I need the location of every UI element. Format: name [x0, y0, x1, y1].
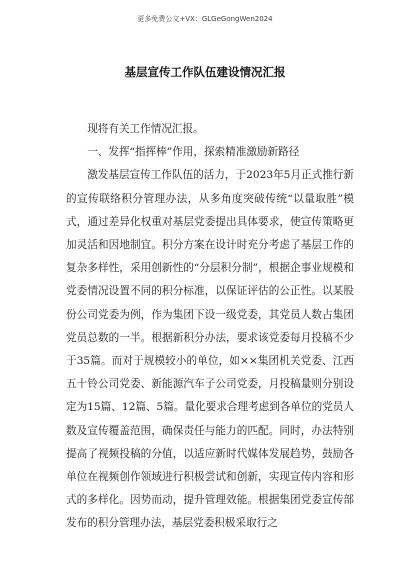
- header-watermark: 更多免费公文+VX：GLGeGongWen2024: [137, 15, 273, 23]
- paragraph-intro: 现将有关工作情况汇报。: [87, 123, 204, 135]
- section-heading: 一、发挥“指挥棒”作用，探索精准激励新路径: [87, 146, 300, 159]
- paragraph-body: 激发基层宣传工作队伍的活力，于2023年5月正式推行新的宣传联络积分管理办法，从多角度突破传统“以量取胜”模式，通过差异化权重对基层党委提出具体要求，使宣传策略更加灵活和因地制宜。积分方案在设计时充分考虑了基层工作的复杂多样性，采用创新性的“分层积分制”，根据企事业规模和党委情况设置不同的积分标准，以保证评估的公正性。以某股份公司党委为例，作为集团下设一级党委，其党员人数占集团党员总数的一半。根据新积分办法，要求该党委每月投稿不少于35篇。而对于规模较小的单位，如××集团机关党委、江西五十铃公司党委、新能源汽车子公司党委，月投稿量则分别设定为15篇、12篇、5篇。量化要求合理考虑到各单位的党员人数及宣传覆盖范围，确保责任与能力的匹配。同时，办法特别提高了视频投稿的分值，以适应新时代媒体发展趋势，鼓励各单位在视频创作领域进行积极尝试和创新，实现宣传内容和形式的多样化。因势而动，提升管理效能。根据集团党委宣传部发布的积分管理办法，基层党委积极采取行之: [66, 169, 354, 530]
- document-title: 基层宣传工作队伍建设情况汇报: [124, 65, 286, 79]
- document-body: [66, 118, 354, 536]
